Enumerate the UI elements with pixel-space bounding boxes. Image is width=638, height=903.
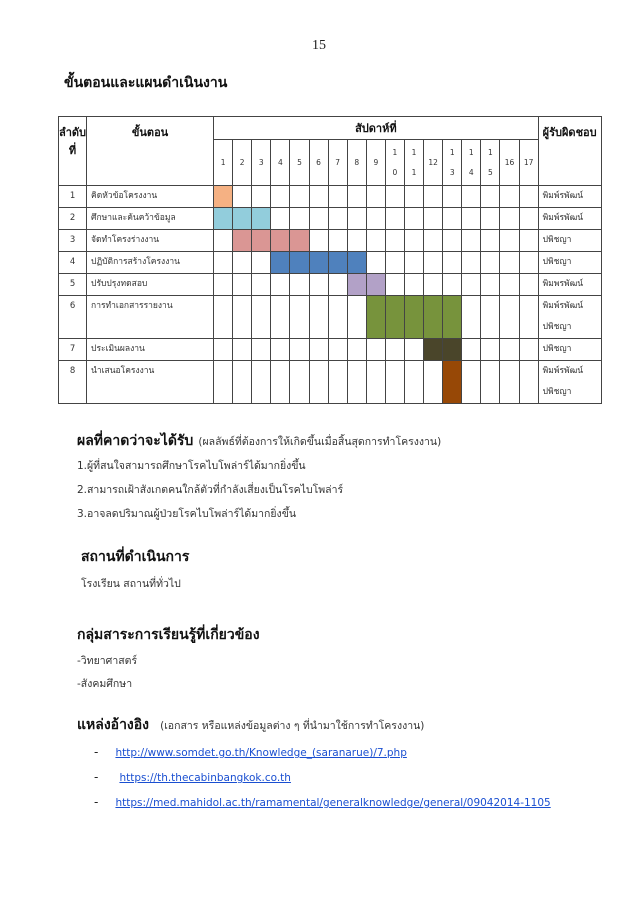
week-cell <box>214 252 233 274</box>
week-cell <box>462 252 481 274</box>
week-cell <box>424 361 443 404</box>
page-number: 15 <box>312 38 326 53</box>
col-order-header <box>59 117 87 186</box>
week-cell <box>462 208 481 230</box>
table-row <box>59 186 602 208</box>
section-title: ขั้นตอนและแผนดำเนินงาน <box>64 75 228 91</box>
week-cell <box>385 208 404 230</box>
table-row <box>59 252 602 274</box>
week-cell <box>214 296 233 339</box>
week-cell <box>290 186 309 208</box>
week-digit: 1 <box>411 147 417 157</box>
week-cell <box>519 230 538 252</box>
week-cell <box>347 230 366 252</box>
week-cell <box>233 274 252 296</box>
week-number <box>462 140 481 186</box>
col-order-label: ลำดับ <box>59 126 87 139</box>
responsible-name: ปพิชญา <box>542 387 572 397</box>
responsible <box>538 230 601 252</box>
week-cell <box>500 274 519 296</box>
week-cell <box>385 230 404 252</box>
gantt-table <box>58 116 602 404</box>
references-title: แหล่งอ้างอิง <box>77 717 150 733</box>
schedule-bar <box>214 208 233 230</box>
subjects-title: กลุ่มสาระการเรียนรู้ที่เกี่ยวข้อง <box>77 627 260 643</box>
bullet-dash: - <box>94 770 99 784</box>
week-number <box>309 140 328 186</box>
week-digit: 8 <box>354 157 360 167</box>
responsible-name: ปพิชญา <box>542 344 572 354</box>
week-number <box>290 140 309 186</box>
responsible-name: พิมพ์รพัฒน์ <box>542 366 584 376</box>
week-digit: 1 <box>392 147 398 157</box>
table-row <box>59 208 602 230</box>
week-cell <box>443 208 462 230</box>
week-digit: 5 <box>297 157 302 167</box>
bullet-dash: - <box>94 795 99 809</box>
week-cell <box>214 339 233 361</box>
schedule-bar <box>233 230 252 252</box>
week-cell <box>500 339 519 361</box>
week-cell <box>519 274 538 296</box>
week-cell <box>385 274 404 296</box>
week-cell <box>424 230 443 252</box>
week-cell <box>252 274 271 296</box>
week-cell <box>481 361 500 404</box>
step-name: นำเสนอโครงงาน <box>87 361 214 404</box>
week-cell <box>462 339 481 361</box>
week-digit: 4 <box>277 157 283 167</box>
schedule-bar <box>347 252 366 274</box>
week-number <box>271 140 290 186</box>
week-digit: 12 <box>428 157 438 167</box>
schedule-bar <box>424 339 443 361</box>
table-row <box>59 296 602 339</box>
week-cell <box>404 274 423 296</box>
step-name: จัดทำโครงร่างงาน <box>87 230 214 252</box>
week-number <box>519 140 538 186</box>
week-cell <box>347 296 366 339</box>
week-cell <box>366 208 385 230</box>
week-cell <box>519 296 538 339</box>
week-cell <box>424 208 443 230</box>
week-cell <box>214 230 233 252</box>
week-cell <box>328 186 347 208</box>
schedule-bar <box>233 208 252 230</box>
week-cell <box>481 339 500 361</box>
week-cell <box>214 274 233 296</box>
schedule-bar <box>290 252 309 274</box>
week-number <box>214 140 233 186</box>
table-row <box>59 274 602 296</box>
responsible-name: ปพิชญา <box>542 235 572 245</box>
week-digit: 5 <box>488 167 493 177</box>
row-number: 2 <box>59 208 87 230</box>
schedule-bar <box>443 296 462 339</box>
week-cell <box>519 252 538 274</box>
week-cell <box>252 361 271 404</box>
week-cell <box>500 230 519 252</box>
week-cell <box>404 339 423 361</box>
week-cell <box>233 252 252 274</box>
week-cell <box>500 208 519 230</box>
schedule-bar <box>290 230 309 252</box>
row-number: 7 <box>59 339 87 361</box>
week-cell <box>404 208 423 230</box>
col-resp-header: ผู้รับผิดชอบ <box>538 117 601 186</box>
week-cell <box>385 186 404 208</box>
week-cell <box>366 230 385 252</box>
week-cell <box>271 339 290 361</box>
week-cell <box>462 186 481 208</box>
week-cell <box>328 230 347 252</box>
week-cell <box>252 252 271 274</box>
schedule-bar <box>347 274 366 296</box>
schedule-bar <box>424 296 443 339</box>
week-cell <box>462 296 481 339</box>
responsible-name: พิมพ์รพัฒน์ <box>542 191 584 201</box>
week-cell <box>462 361 481 404</box>
reference-item <box>94 741 407 760</box>
schedule-bar <box>366 274 385 296</box>
week-cell <box>347 208 366 230</box>
week-cell <box>347 339 366 361</box>
week-cell <box>366 339 385 361</box>
row-number: 5 <box>59 274 87 296</box>
week-cell <box>424 186 443 208</box>
schedule-bar <box>309 252 328 274</box>
week-cell <box>328 208 347 230</box>
week-cell <box>309 230 328 252</box>
week-cell <box>290 296 309 339</box>
week-cell <box>309 296 328 339</box>
week-cell <box>424 274 443 296</box>
week-number <box>385 140 404 186</box>
step-name: ปรับปรุงทดสอบ <box>87 274 214 296</box>
responsible <box>538 361 601 404</box>
week-digit: 16 <box>504 157 515 167</box>
week-cell <box>271 296 290 339</box>
week-cell <box>500 186 519 208</box>
week-cell <box>233 296 252 339</box>
week-cell <box>481 208 500 230</box>
week-cell <box>233 361 252 404</box>
row-number: 6 <box>59 296 87 339</box>
week-cell <box>328 339 347 361</box>
week-cell <box>309 361 328 404</box>
responsible-name: ปพิชญา <box>542 322 572 332</box>
week-cell <box>443 274 462 296</box>
row-number: 1 <box>59 186 87 208</box>
week-cell <box>481 186 500 208</box>
reference-link[interactable]: https://med.mahidol.ac.th/ramamental/generalknowledge/general/09042014-1105 <box>115 797 551 809</box>
week-cell <box>404 361 423 404</box>
week-number <box>328 140 347 186</box>
step-name: คิดหัวข้อโครงงาน <box>87 186 214 208</box>
week-cell <box>271 186 290 208</box>
responsible-name: พิมพรพัฒน์ <box>542 279 584 289</box>
reference-link[interactable]: http://www.somdet.go.th/Knowledge_(saranarue)/7.php <box>115 747 407 759</box>
reference-link[interactable]: https://th.thecabinbangkok.co.th <box>119 772 291 784</box>
schedule-bar <box>271 230 290 252</box>
week-digit: 3 <box>258 157 264 167</box>
week-digit: 7 <box>335 157 341 167</box>
week-cell <box>481 252 500 274</box>
table-row <box>59 339 602 361</box>
week-cell <box>462 274 481 296</box>
schedule-bar <box>214 186 233 208</box>
responsible-name: ปพิชญา <box>542 257 572 267</box>
week-cell <box>519 186 538 208</box>
responsible <box>538 274 601 296</box>
responsible-name: พิมพ์รพัฒน์ <box>542 301 584 311</box>
results-item: 1.ผู้ที่สนใจสามารถศึกษาโรคไบโพล่าร์ได้มากยิ่งขึ้น <box>77 460 306 472</box>
schedule-bar <box>443 339 462 361</box>
week-digit: 2 <box>239 157 245 167</box>
week-cell <box>309 208 328 230</box>
week-cell <box>443 252 462 274</box>
week-number <box>347 140 366 186</box>
week-cell <box>404 252 423 274</box>
week-cell <box>328 296 347 339</box>
week-cell <box>519 339 538 361</box>
row-number: 4 <box>59 252 87 274</box>
week-number <box>233 140 252 186</box>
reference-item <box>94 791 551 810</box>
week-cell <box>290 274 309 296</box>
week-cell <box>385 361 404 404</box>
step-name: การทำเอกสารรายงาน <box>87 296 214 339</box>
week-cell <box>500 252 519 274</box>
subject-item: -สังคมศึกษา <box>77 678 133 690</box>
subject-item: -วิทยาศาสตร์ <box>77 655 138 667</box>
responsible <box>538 208 601 230</box>
week-cell <box>385 339 404 361</box>
results-item: 3.อาจลดปริมาณผู้ป่วยโรคไบโพล่าร์ได้มากยิ่งขึ้น <box>77 508 297 520</box>
place-text: โรงเรียน สถานที่ทั่วไป <box>81 578 181 590</box>
week-cell <box>462 230 481 252</box>
week-number <box>500 140 519 186</box>
week-cell <box>271 361 290 404</box>
week-cell <box>385 252 404 274</box>
week-cell <box>290 361 309 404</box>
week-number <box>404 140 423 186</box>
week-cell <box>252 296 271 339</box>
col-step-header: ขั้นตอน <box>87 117 214 186</box>
week-cell <box>290 208 309 230</box>
step-name: ปฏิบัติการสร้างโครงงาน <box>87 252 214 274</box>
week-cell <box>443 230 462 252</box>
week-number <box>252 140 271 186</box>
week-cell <box>214 361 233 404</box>
week-digit: 17 <box>523 157 534 167</box>
schedule-bar <box>385 296 404 339</box>
responsible <box>538 296 601 339</box>
schedule-bar <box>271 252 290 274</box>
week-digit: 4 <box>468 167 474 177</box>
reference-item <box>94 766 291 785</box>
table-row <box>59 230 602 252</box>
week-cell <box>366 361 385 404</box>
week-cell <box>233 339 252 361</box>
week-cell <box>366 252 385 274</box>
week-cell <box>481 230 500 252</box>
schedule-bar <box>443 361 462 404</box>
week-digit: 1 <box>449 147 455 157</box>
week-cell <box>271 208 290 230</box>
bullet-dash: - <box>94 745 99 759</box>
results-title: ผลที่คาดว่าจะได้รับ <box>77 433 194 449</box>
schedule-bar <box>328 252 347 274</box>
week-cell <box>347 361 366 404</box>
responsible <box>538 186 601 208</box>
responsible-name: พิมพ์รพัฒน์ <box>542 213 584 223</box>
week-digit: 1 <box>488 147 493 157</box>
week-cell <box>347 186 366 208</box>
week-digit: 3 <box>449 167 455 177</box>
week-cell <box>519 208 538 230</box>
responsible <box>538 339 601 361</box>
week-cell <box>519 361 538 404</box>
schedule-bar <box>404 296 423 339</box>
week-cell <box>328 274 347 296</box>
week-digit: 0 <box>392 167 398 177</box>
col-order-label: ที่ <box>68 144 77 157</box>
week-number <box>443 140 462 186</box>
week-digit: 9 <box>373 157 379 167</box>
week-cell <box>404 186 423 208</box>
week-cell <box>500 361 519 404</box>
references-heading <box>77 714 424 736</box>
week-digit: 1 <box>220 157 226 167</box>
week-cell <box>328 361 347 404</box>
week-number <box>424 140 443 186</box>
week-cell <box>309 274 328 296</box>
schedule-bar <box>252 208 271 230</box>
week-number <box>481 140 500 186</box>
table-row <box>59 361 602 404</box>
week-digit: 1 <box>411 167 417 177</box>
col-weeks-header: สัปดาห์ที่ <box>214 117 539 140</box>
results-heading <box>77 430 441 452</box>
week-digit: 1 <box>468 147 474 157</box>
references-note: (เอกสาร หรือแหล่งข้อมูลต่าง ๆ ที่นำมาใช้การทำโครงงาน) <box>160 720 425 732</box>
week-cell <box>290 339 309 361</box>
week-cell <box>252 186 271 208</box>
week-cell <box>443 186 462 208</box>
schedule-bar <box>252 230 271 252</box>
responsible <box>538 252 601 274</box>
week-digit: 6 <box>316 157 321 167</box>
week-cell <box>481 296 500 339</box>
schedule-bar <box>366 296 385 339</box>
week-number <box>366 140 385 186</box>
step-name: ประเมินผลงาน <box>87 339 214 361</box>
step-name: ศึกษาและค้นคว้าข้อมูล <box>87 208 214 230</box>
results-note: (ผลลัพธ์ที่ต้องการให้เกิดขึ้นเมื่อสิ้นสุดการทำโครงงาน) <box>198 436 442 448</box>
results-item: 2.สามารถเฝ้าสังเกตคนใกล้ตัวที่กำลังเสี่ยงเป็นโรคไบโพล่าร์ <box>77 484 344 496</box>
week-cell <box>309 186 328 208</box>
row-number: 3 <box>59 230 87 252</box>
week-cell <box>481 274 500 296</box>
place-title: สถานที่ดำเนินการ <box>81 549 190 565</box>
week-cell <box>404 230 423 252</box>
week-cell <box>233 186 252 208</box>
row-number: 8 <box>59 361 87 404</box>
week-cell <box>309 339 328 361</box>
week-cell <box>500 296 519 339</box>
week-cell <box>424 252 443 274</box>
week-cell <box>366 186 385 208</box>
week-cell <box>252 339 271 361</box>
week-cell <box>271 274 290 296</box>
